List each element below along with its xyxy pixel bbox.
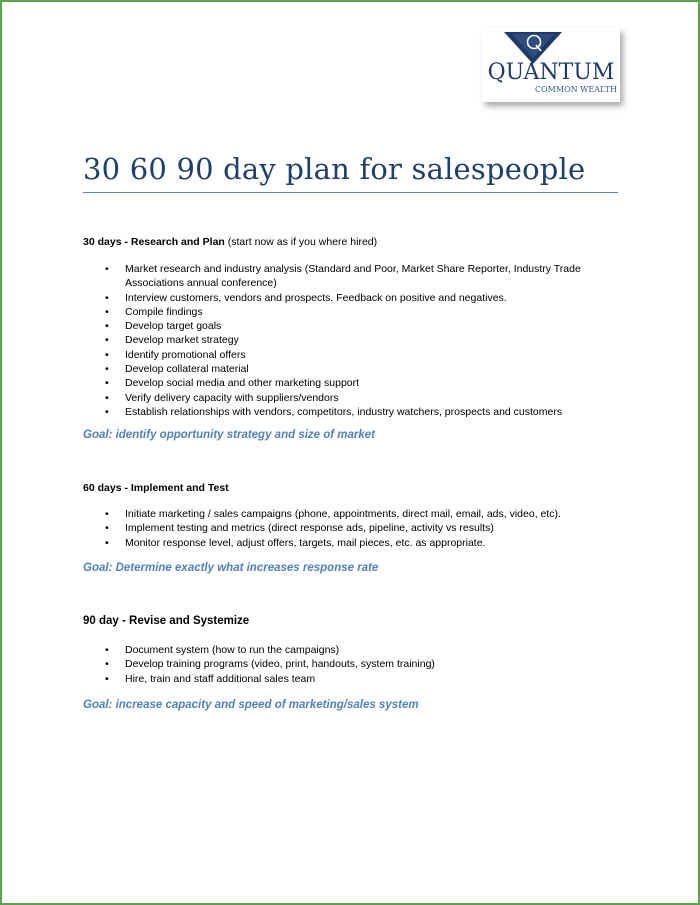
page-title: 30 60 90 day plan for salespeople bbox=[83, 152, 586, 186]
list-item-text: Implement testing and metrics (direct response ads, pipeline, activity vs results) bbox=[125, 522, 494, 535]
list-item bbox=[0, 319, 595, 333]
list-item-text: Document system (how to run the campaigns) bbox=[125, 644, 340, 656]
list-item-text: Interview customers, vendors and prospects. Feedback on positive and negatives. bbox=[125, 291, 507, 304]
list-item-text: Monitor response level, adjust offers, targets, mail pieces, etc. as appropriate. bbox=[125, 536, 486, 549]
logo-name: QUANTUM bbox=[487, 60, 615, 85]
list-item bbox=[0, 643, 595, 657]
bullet-icon: • bbox=[105, 644, 109, 656]
section-heading-bold: 60 days - Implement and Test bbox=[83, 482, 229, 494]
list-item bbox=[0, 391, 595, 405]
bullet-icon: • bbox=[105, 320, 109, 333]
section-heading-bold: 30 days - Research and Plan bbox=[83, 236, 225, 248]
list-item bbox=[0, 521, 595, 535]
bullet-icon: • bbox=[105, 522, 109, 535]
list-item-text: Establish relationships with vendors, competitors, industry watchers, prospects and customers bbox=[125, 405, 563, 418]
section-heading-bold: 90 day - Revise and Systemize bbox=[83, 615, 250, 627]
bullet-icon: • bbox=[105, 391, 109, 404]
bullet-icon: • bbox=[105, 377, 109, 390]
list-item-text: Develop training programs (video, print, handouts, system training) bbox=[125, 658, 435, 671]
bullet-icon: • bbox=[105, 508, 109, 520]
title-underline bbox=[83, 192, 618, 193]
list-item bbox=[0, 536, 595, 550]
task-list-60-days bbox=[0, 507, 640, 550]
bullet-icon: • bbox=[105, 334, 109, 347]
section-heading-90-days bbox=[83, 615, 249, 627]
company-logo bbox=[482, 28, 620, 102]
bullet-icon: • bbox=[105, 348, 109, 361]
goal-90-days: Goal: increase capacity and speed of marketing/sales system bbox=[83, 699, 419, 711]
list-item bbox=[0, 333, 595, 347]
goal-60-days: Goal: Determine exactly what increases response rate bbox=[83, 562, 379, 574]
list-item bbox=[0, 657, 595, 671]
quantum-logo-graphic bbox=[482, 28, 620, 102]
list-item bbox=[0, 362, 595, 376]
bullet-icon: • bbox=[105, 672, 109, 685]
bullet-icon: • bbox=[105, 305, 109, 318]
list-item-text: Develop collateral material bbox=[125, 363, 249, 376]
list-item-text: Identify promotional offers bbox=[125, 348, 246, 361]
bullet-icon: • bbox=[105, 405, 109, 418]
bullet-icon: • bbox=[105, 291, 109, 304]
list-item-text: Develop market strategy bbox=[125, 334, 239, 347]
list-item-text: Market research and industry analysis (Standard and Poor, Market Share Reporter, Industry Trade Associations annual conference) bbox=[125, 263, 581, 290]
list-item bbox=[0, 507, 595, 521]
list-item bbox=[0, 405, 595, 419]
logo-tagline: COMMON WEALTH bbox=[535, 85, 617, 94]
bullet-icon: • bbox=[105, 658, 109, 671]
section-heading-note: (start now as if you where hired) bbox=[224, 236, 378, 248]
section-heading-30-days bbox=[83, 236, 377, 248]
list-item-text: Develop target goals bbox=[125, 320, 222, 333]
bullet-icon: • bbox=[105, 363, 109, 376]
task-list-90-days bbox=[0, 643, 640, 686]
list-item bbox=[0, 262, 595, 291]
list-item bbox=[0, 305, 595, 319]
list-item-text: Develop social media and other marketing support bbox=[125, 377, 360, 390]
list-item bbox=[0, 376, 595, 390]
list-item bbox=[0, 672, 595, 686]
section-heading-60-days bbox=[83, 482, 229, 494]
list-item-text: Verify delivery capacity with suppliers/vendors bbox=[125, 391, 339, 404]
task-list-30-days bbox=[0, 262, 640, 419]
list-item-text: Hire, train and staff additional sales team bbox=[125, 672, 316, 685]
list-item-text: Initiate marketing / sales campaigns (phone, appointments, direct mail, email, ads, video, etc). bbox=[125, 508, 561, 520]
list-item bbox=[0, 291, 595, 305]
bullet-icon: • bbox=[105, 536, 109, 549]
list-item bbox=[0, 348, 595, 362]
list-item-text: Compile findings bbox=[125, 305, 203, 318]
bullet-icon: • bbox=[105, 263, 109, 275]
goal-30-days: Goal: identify opportunity strategy and size of market bbox=[83, 429, 376, 441]
